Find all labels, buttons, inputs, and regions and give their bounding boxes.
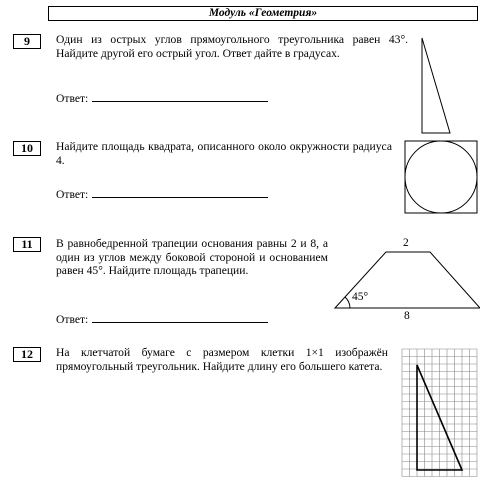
- answer-label: Ответ:: [56, 92, 89, 105]
- answer-label: Ответ:: [56, 313, 89, 326]
- problem-9-text: Один из острых углов прямоугольного треугольника равен 43°. Найдите другой его острый угол. Ответ дайте в градусах.: [56, 33, 408, 60]
- problem-number-10: 10: [13, 141, 41, 156]
- problem-number-11: 11: [13, 237, 41, 252]
- grid-lines: [402, 349, 477, 477]
- module-header: Модуль «Геометрия»: [48, 6, 478, 21]
- trapezoid-bottom-label: 8: [404, 310, 410, 322]
- problem-number-12: 12: [13, 347, 41, 362]
- trapezoid-top-label: 2: [403, 237, 409, 249]
- problem-number-9: 9: [13, 34, 41, 49]
- problem-10-text: Найдите площадь квадрата, описанного около окружности радиуса 4.: [56, 140, 392, 167]
- problem-11-text: В равнобедренной трапеции основания равны 2 и 8, а один из углов между боковой стороной и основанием равен 45°. Найдите площадь трапеции.: [56, 237, 328, 277]
- answer-label: Ответ:: [56, 188, 89, 201]
- trapezoid-angle-label: 45°: [352, 291, 369, 303]
- problem-12-text: На клетчатой бумаге с размером клетки 1×1 изображён прямоугольный треугольник. Найдите длину его большего катета.: [56, 346, 388, 373]
